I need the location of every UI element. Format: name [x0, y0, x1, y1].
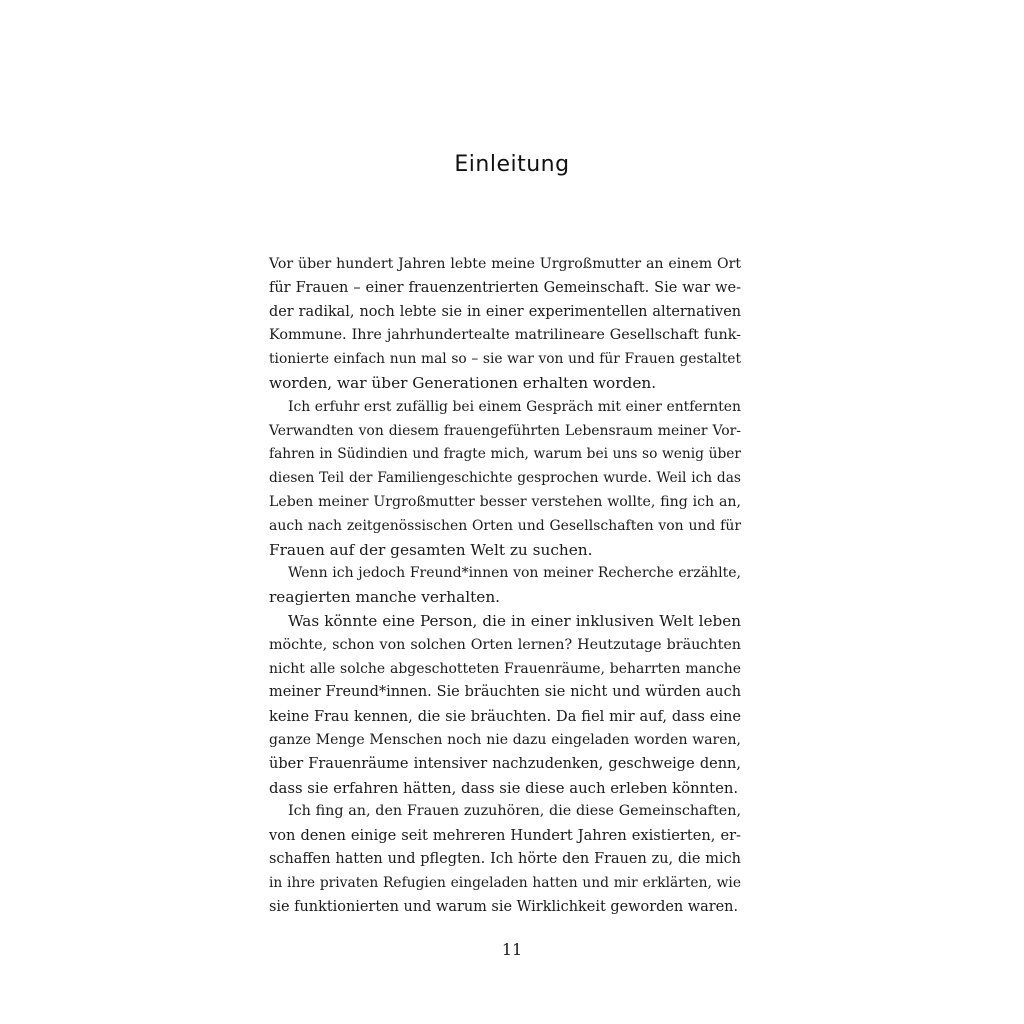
text-line: reagierten manche verhalten.	[269, 588, 501, 607]
text-line: für Frauen – einer frauenzentrierten Gemeinschaft. Sie war we-	[269, 279, 741, 296]
text-line: möchte, schon von solchen Orten lernen? Heutzutage bräuchten	[269, 636, 741, 653]
text-line: in ihre privaten Refugien eingeladen hatten und mir erklärten, wie	[269, 874, 741, 891]
text-line: Was könnte eine Person, die in einer inklusiven Welt leben	[288, 611, 741, 630]
text-line: worden, war über Generationen erhalten worden.	[269, 373, 657, 392]
text-line: Verwandten von diesem frauengeführten Lebensraum meiner Vor-	[269, 422, 741, 439]
text-line: meiner Freund*innen. Sie bräuchten sie nicht und würden auch	[269, 684, 741, 701]
text-line: dass sie erfahren hätten, dass sie diese auch erleben könnten.	[269, 779, 739, 797]
text-line: diesen Teil der Familiengeschichte gesprochen wurde. Weil ich das	[269, 470, 741, 487]
text-line: auch nach zeitgenössischen Orten und Gesellschaften von und für	[269, 517, 741, 534]
paragraph-5	[269, 800, 741, 919]
text-line: ganze Menge Menschen noch nie dazu eingeladen worden waren,	[269, 731, 741, 748]
text-line: Leben meiner Urgroßmutter besser verstehen wollte, fing ich an,	[269, 493, 741, 510]
text-line: fahren in Südindien und fragte mich, warum bei uns so wenig über	[269, 446, 741, 463]
text-line: über Frauenräume intensiver nachzudenken, geschweige denn,	[269, 755, 741, 772]
chapter-title: Einleitung	[454, 152, 570, 177]
paragraph-2	[269, 396, 741, 563]
text-line: der radikal, noch lebte sie in einer experimentellen alternativen	[269, 303, 741, 320]
text-line: Ich erfuhr erst zufällig bei einem Gespräch mit einer entfernten	[288, 398, 741, 415]
paragraph-1	[269, 253, 741, 396]
text-line: von denen einige seit mehreren Hundert Jahren existierten, er-	[269, 827, 741, 845]
text-line: schaffen hatten und pflegten. Ich hörte den Frauen zu, die mich	[269, 850, 741, 867]
text-line: nicht alle solche abgeschotteten Frauenräume, beharrten manche	[269, 660, 741, 677]
text-line: sie funktionierten und warum sie Wirklichkeit geworden waren.	[269, 898, 739, 915]
text-line: Ich fing an, den Frauen zuzuhören, die diese Gemeinschaften,	[288, 803, 741, 820]
page-number: 11	[501, 940, 523, 959]
text-line: Kommune. Ihre jahrhundertealte matrilineare Gesellschaft funk-	[269, 327, 741, 344]
text-line: Frauen auf der gesamten Welt zu suchen.	[269, 540, 593, 559]
paragraph-3	[269, 562, 741, 610]
text-line: tionierte einfach nun mal so – sie war von und für Frauen gestaltet	[269, 351, 741, 368]
body-text	[269, 253, 741, 919]
paragraph-4	[269, 610, 741, 800]
text-line: Vor über hundert Jahren lebte meine Urgroßmutter an einem Ort	[269, 256, 741, 272]
text-line: keine Frau kennen, die sie bräuchten. Da fiel mir auf, dass eine	[269, 708, 741, 726]
text-line: Wenn ich jedoch Freund*innen von meiner Recherche erzählte,	[288, 565, 741, 582]
